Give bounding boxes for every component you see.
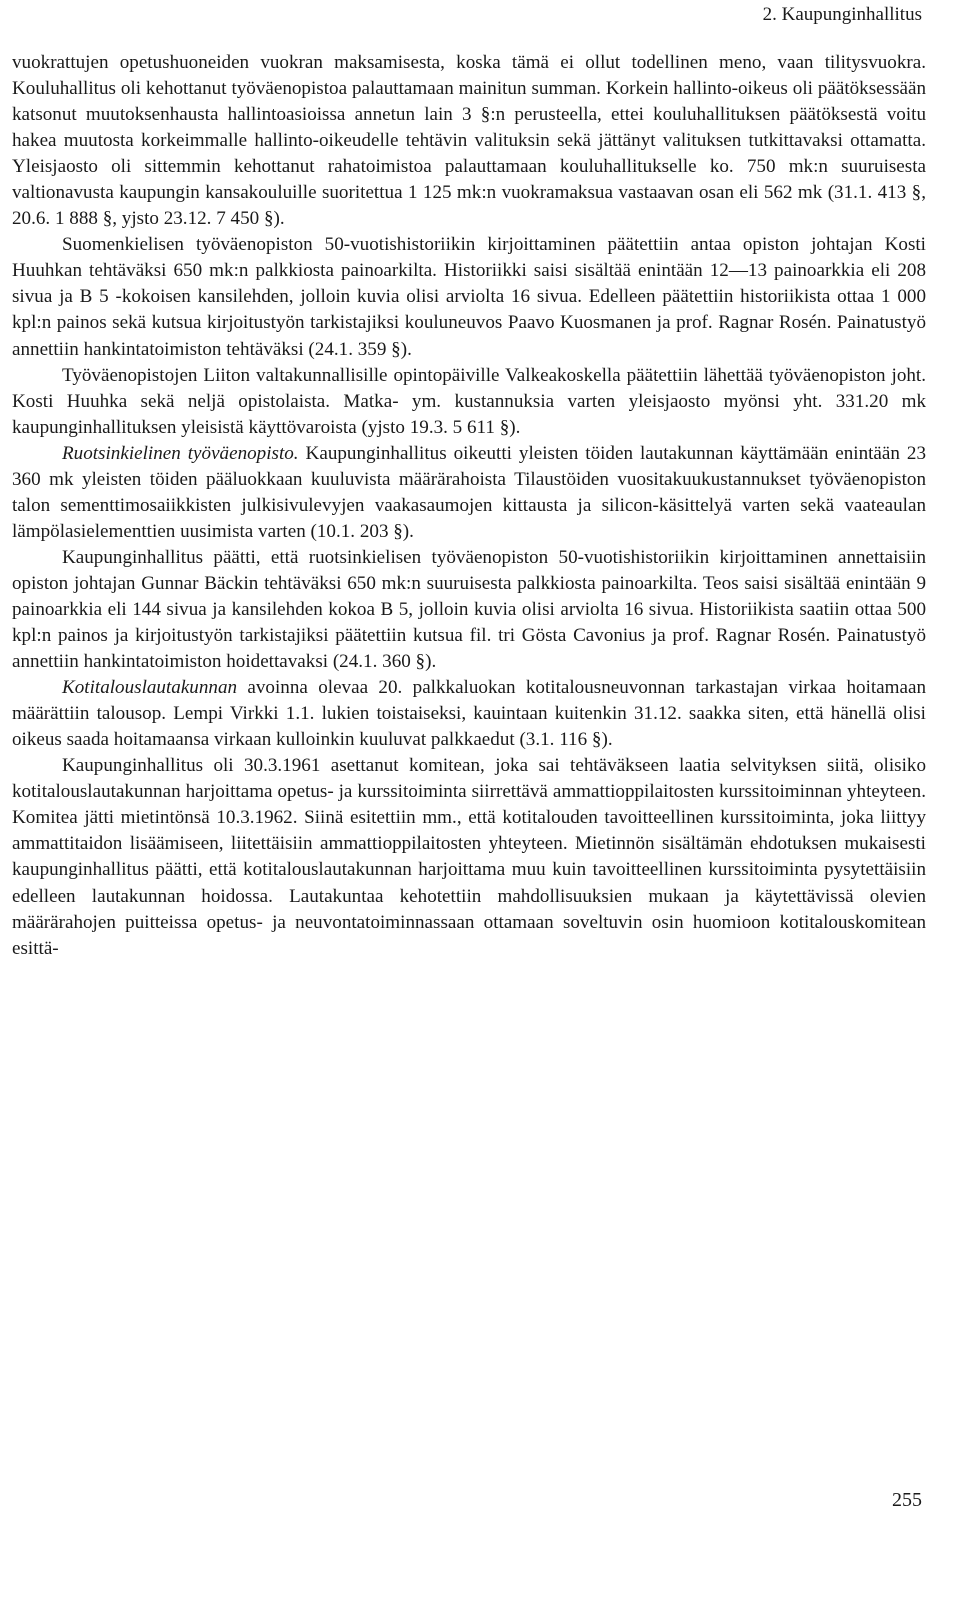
paragraph-text: Kaupunginhallitus päätti, että ruotsinkielisen työväenopiston 50-vuotishistoriikin kirjoittaminen annettaisiin opiston johtajan Gunnar Bäckin tehtäväksi 650 mk:n suuruisesta palkkiosta painoarkilta. Teos saisi sisältää enintään 9 painoarkkia eli 144 sivua ja kansilehden kokoa B 5, jolloin kuvia olisi arviolta 16 sivua. Historiikista saatiin ottaa 500 kpl:n painos ja kirjoitustyön tarkistajiksi päätettiin kutsua fil. tri Gösta Cavonius ja prof. Ragnar Rosén. Painatustyö annettiin hankintatoimiston hoidettavaksi (24.1. 360 §). [12, 546, 926, 673]
paragraph [12, 675, 926, 753]
paragraph-text: Kaupunginhallitus oli 30.3.1961 asettanut komitean, joka sai tehtäväkseen laatia selvityksen siitä, olisiko kotitalouslautakunnan harjoittama opetus- ja kurssitoiminta siirrettävä ammattioppilaitosten kurssitoiminnan yhteyteen. Komitea jätti mietintönsä 10.3.1962. Siinä esitettiin mm., että kotitalouden tavoitteellinen kurssitoiminta, joka liittyy ammattitaidon lisäämiseen, liitettäisiin ammattioppilaitosten yhteyteen. Mietinnön sisältämän ehdotuksen mukaisesti kaupunginhallitus päätti, että kotitalouslautakunnan harjoittama muu kuin tavoitteellinen kurssitoiminta pysytettäisiin edelleen lautakunnan hoidossa. Lautakuntaa kehotettiin mahdollisuuksien mukaan ja käytettävissä olevien määrärahojen puitteissa opetus- ja neuvontatoiminnassaan ottamaan soveltuvin osin huomioon kotitalouskomitean esittä- [12, 755, 926, 959]
page-number: 255 [892, 1489, 922, 1511]
body-text [12, 50, 926, 962]
paragraph-lead-italic: Kotitalouslautakunnan [62, 677, 238, 699]
running-head: 2. Kaupunginhallitus [762, 4, 922, 25]
paragraph-lead-italic: Ruotsinkielinen työväenopisto. [62, 442, 299, 464]
paragraph-text: vuokrattujen opetushuoneiden vuokran maksamisesta, koska tämä ei ollut todellinen meno, vaan tilitysvuokra. Kouluhallitus oli kehottanut työväenopistoa palauttamaan mainitun summan. Korkein hallinto-oikeus oli päätöksessään katsonut muutoksenhausta hallintoasioissa annetun lain 3 §:n perusteella, ettei kouluhallituksen päätöksestä voitu hakea muutosta korkeimmalle hallinto-oikeudelle tehtävin valituksin sekä jättänyt valituksen tutkittavaksi ottamatta. Yleisjaosto oli sittemmin kehottanut rahatoimistoa palauttamaan kouluhallitukselle ko. 750 mk:n suuruisesta valtionavusta kaupungin kansakouluille suoritettua 1 125 mk:n vuokramaksua vastaavan osan eli 562 mk (31.1. 413 §, 20.6. 1 888 §, yjsto 23.12. 7 450 §). [12, 52, 926, 230]
paragraph [12, 363, 926, 441]
paragraph-text: avoinna olevaa 20. palkkaluokan kotitalousneuvonnan tarkastajan virkaa hoitamaan määrättiin talousop. Lempi Virkki 1.1. lukien toistaiseksi, kauintaan kuitenkin 31.12. saakka siten, että hänellä olisi oikeus saada hoitamaansa virkaan kulloinkin kuuluvat palkkaedut (3.1. 116 §). [12, 677, 926, 751]
paragraph [12, 232, 926, 362]
paragraph-text: Suomenkielisen työväenopiston 50-vuotishistoriikin kirjoittaminen päätettiin antaa opiston johtajan Kosti Huuhkan tehtäväksi 650 mk:n palkkiosta painoarkilta. Historiikki saisi sisältää enintään 12—13 painoarkkia eli 208 sivua ja B 5 -kokoisen kansilehden, jolloin kuvia olisi arviolta 16 sivua. Edelleen päätettiin historiikista ottaa 1 000 kpl:n painos sekä kutsua kirjoitustyön tarkistajiksi kouluneuvos Paavo Kuosmanen ja prof. Ragnar Rosén. Painatustyö annettiin hankintatoimiston tehtäväksi (24.1. 359 §). [12, 234, 926, 360]
paragraph [12, 753, 926, 961]
paragraph [12, 545, 926, 675]
paragraph-text: Kaupunginhallitus oikeutti yleisten töiden lautakunnan käyttämään enintään 23 360 mk yleisten töiden pääluokkaan kuuluvista määrärahoista Tilaustöiden vuositakuukustannukset työväenopiston talon sementtimosaiikkisten julkisivulevyjen vaakasaumojen kittausta ja silicon-käsittelyä varten sekä vaateaulan lämpölasielementtien uusimista varten (10.1. 203 §). [12, 442, 926, 542]
paragraph-text: Työväenopistojen Liiton valtakunnallisille opintopäiville Valkeakoskella päätettiin lähettää työväenopiston joht. Kosti Huuhka sekä neljä opistolaista. Matka- ym. kustannuksia varten yleisjaosto myönsi yht. 331.20 mk kaupunginhallituksen yleisistä käyttövaroista (yjsto 19.3. 5 611 §). [12, 364, 926, 438]
paragraph [12, 441, 926, 545]
paragraph [12, 50, 926, 232]
